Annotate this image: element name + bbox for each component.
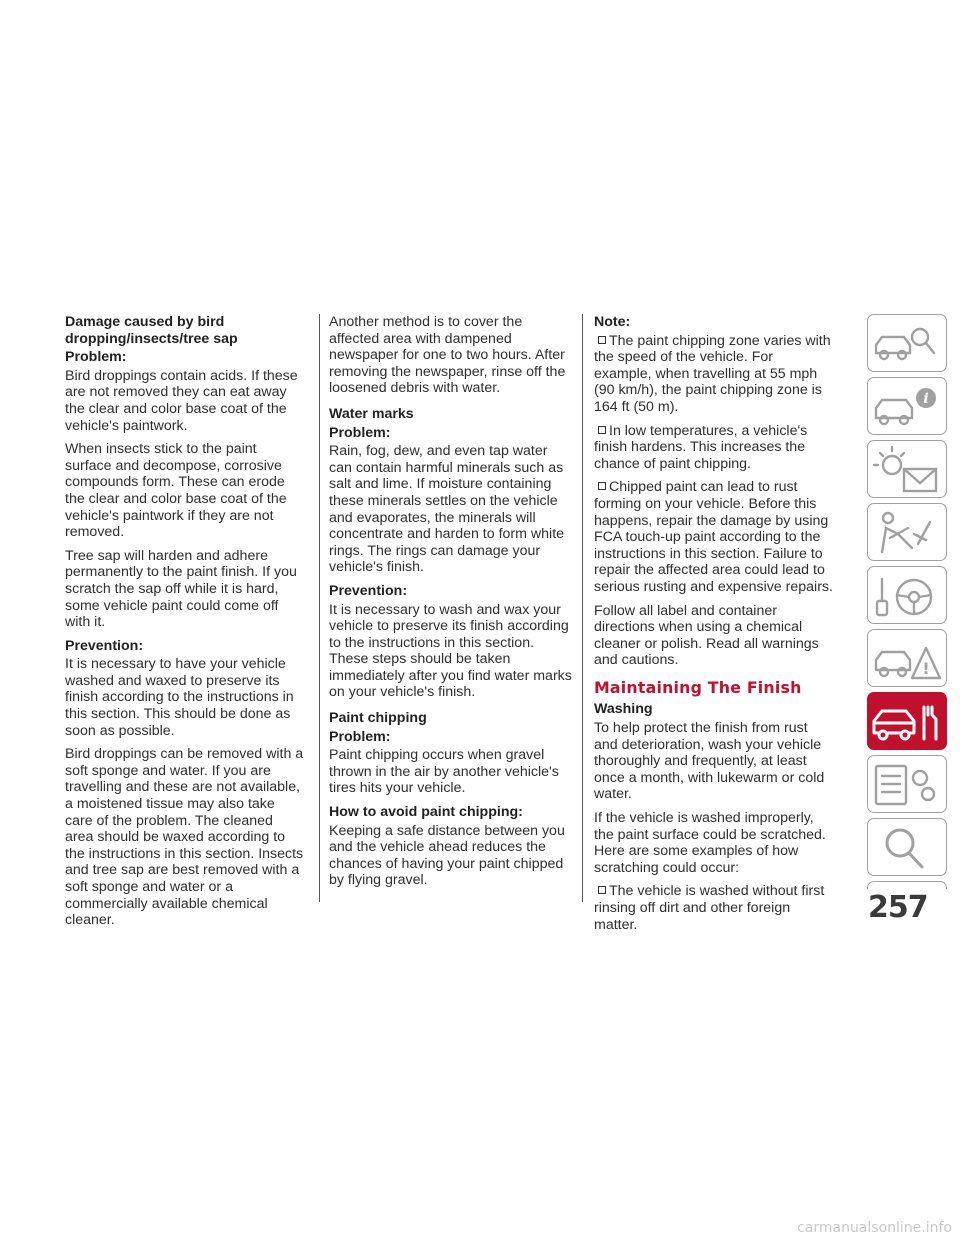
column-divider: [319, 314, 320, 902]
bullet-item: The vehicle is washed without first rinsing off dirt and other foreign matter.: [594, 883, 825, 933]
checkbox-bullet-icon: [598, 886, 606, 894]
column-middle: [329, 314, 573, 896]
search-icon[interactable]: [867, 818, 947, 876]
paragraph: Bird droppings can be removed with a soft sponge and water. If you are travelling and these are not available, a moistened tissue may also take care of the problem. The cleaned area should be waxed according to the instructions in this section. Insects and tree sap are best removed with a soft sponge and water or a commercially available chemical cleaner.: [65, 746, 304, 929]
bird-dropping-heading: Damage caused by bird dropping/insects/tree sap: [65, 314, 238, 347]
prevention-label: Prevention:: [65, 637, 144, 654]
steering-wheel-icon[interactable]: [867, 566, 947, 624]
avoid-label: How to avoid paint chipping:: [329, 804, 523, 821]
car-info-icon[interactable]: [867, 377, 947, 435]
problem-label: Problem:: [329, 424, 391, 441]
car-emergency-icon[interactable]: [867, 629, 947, 687]
washing-heading: Washing: [594, 701, 653, 718]
svg-text:i: i: [923, 391, 929, 407]
checkbox-bullet-icon: [598, 482, 606, 490]
car-search-icon[interactable]: [867, 314, 947, 372]
checkbox-bullet-icon: [598, 336, 606, 344]
watermark: carmanualsonline.info: [797, 1220, 952, 1236]
paragraph: If the vehicle is washed improperly, the paint surface could be scratched. Here are some examples of how scratching could occur:: [594, 810, 826, 876]
column-divider: [582, 314, 583, 902]
svg-text:!: !: [922, 659, 930, 678]
section-title: Maintaining The Finish: [594, 677, 802, 697]
bullet-item: The paint chipping zone varies with the speed of the vehicle. For example, when travelling at 55 mph (90 km/h), the paint chipping zone is 164 ft (50 m).: [594, 332, 831, 415]
driver-seat-icon[interactable]: [867, 503, 947, 561]
problem-label: Problem:: [65, 349, 127, 366]
paragraph: To help protect the finish from rust and deterioration, wash your vehicle thoroughly and frequently, at least once a month, with lukewarm or cold water.: [594, 720, 825, 803]
prevention-label: Prevention:: [329, 582, 408, 599]
column-right: [594, 314, 834, 940]
bullet-item: In low temperatures, a vehicle's finish hardens. This increases the chance of paint chipping.: [594, 422, 808, 472]
bullet-item: Chipped paint can lead to rust forming on your vehicle. Before this happens, repair the damage by using FCA touch-up paint according to the instructions in this section. Failure to repair the affected area could lead to serious rusting and expensive repairs.: [594, 479, 833, 595]
paragraph: It is necessary to wash and wax your vehicle to preserve its finish according to the instructions in this section. These steps should be taken immediately after you find water marks on your vehicle's finish.: [329, 601, 572, 701]
paragraph: Paint chipping occurs when gravel thrown in the air by another vehicle's tires hits your vehicle.: [329, 747, 559, 797]
paragraph: Keeping a safe distance between you and the vehicle ahead reduces the chances of having your paint chipped by flying gravel.: [329, 822, 565, 889]
car-maintenance-icon[interactable]: [867, 692, 947, 750]
alphabetical-index-icon[interactable]: [867, 881, 947, 889]
note-label: Note:: [594, 314, 631, 330]
warning-lights-icon[interactable]: [867, 440, 947, 498]
paragraph: When insects stick to the paint surface and decompose, corrosive compounds form. These can erode the clear and color base coat of the vehicle's paintwork if they are not removed.: [65, 441, 287, 541]
checkbox-bullet-icon: [598, 426, 606, 434]
page-number: 257: [868, 890, 928, 925]
water-marks-heading: Water marks: [329, 405, 414, 422]
paint-chipping-heading: Paint chipping: [329, 710, 427, 727]
paragraph: Bird droppings contain acids. If these are not removed they can eat away the clear and color base coat of the vehicle's paintwork.: [65, 367, 298, 434]
specifications-icon[interactable]: [867, 755, 947, 813]
paragraph: Follow all label and container directions when using a chemical cleaner or polish. Read all warnings and cautions.: [594, 602, 819, 669]
paragraph: Another method is to cover the affected area with dampened newspaper for one to two hours. After removing the newspaper, rinse off the loosened debris with water.: [329, 314, 566, 397]
paragraph: Tree sap will harden and adhere permanently to the paint finish. If you scratch the sap off while it is hard, some vehicle paint could come off with it.: [65, 547, 297, 631]
problem-label: Problem:: [329, 728, 391, 745]
paragraph: It is necessary to have your vehicle washed and waxed to preserve its finish according to the instructions in this section. This should be done as soon as possible.: [65, 656, 294, 739]
paragraph: Rain, fog, dew, and even tap water can contain harmful minerals such as salt and lime. If moisture containing these minerals settles on the vehicle and evaporates, the minerals will concentrate and harden to form white rings. The rings can damage your vehicle's finish.: [329, 443, 565, 576]
column-left: [65, 314, 305, 936]
